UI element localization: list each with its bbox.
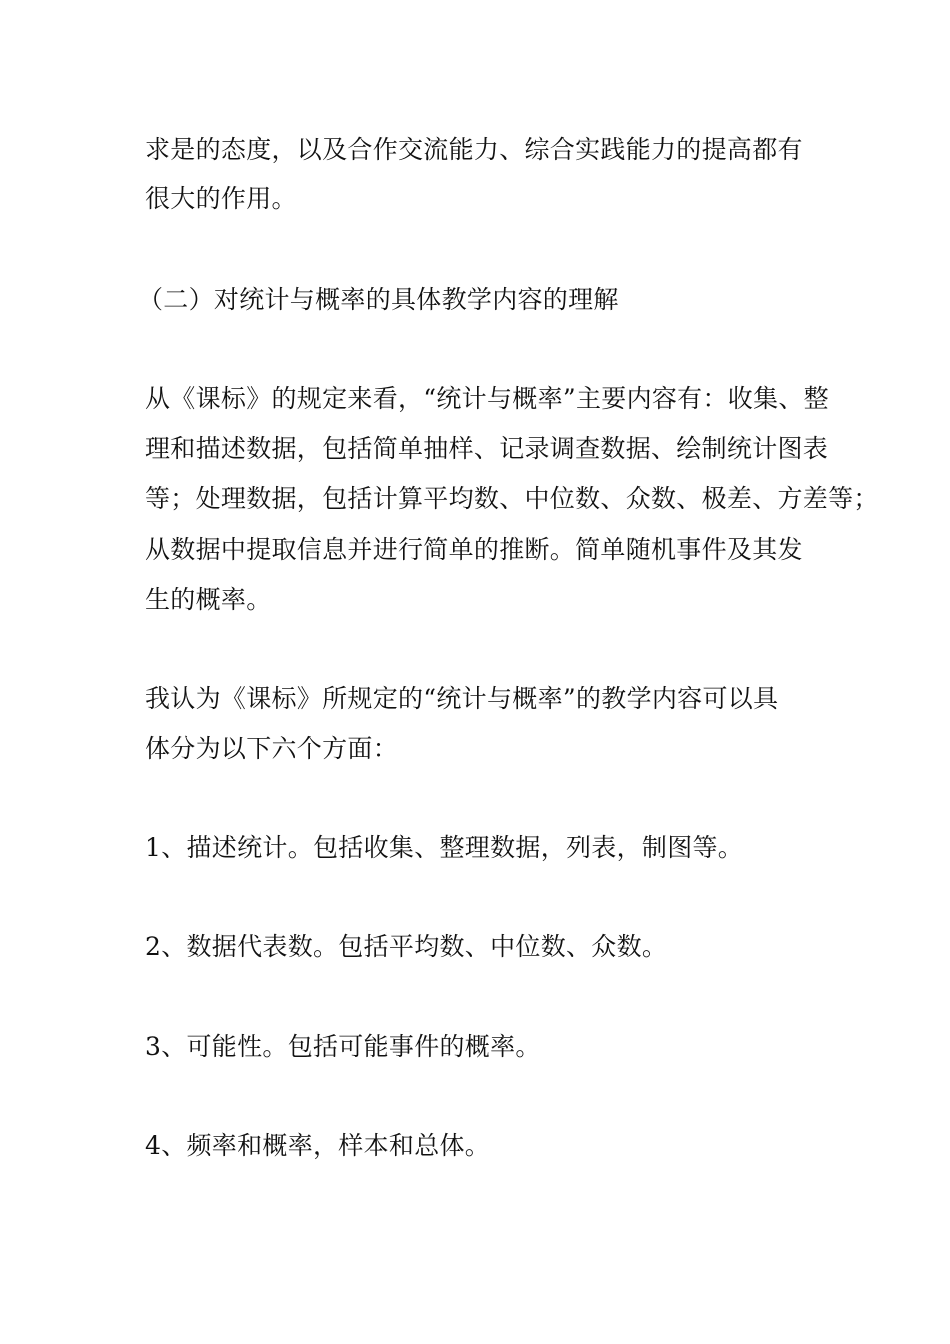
paragraph-3-line-2: 体分为以下六个方面：: [145, 734, 399, 763]
paragraph-2-line-5: 生的概率。: [145, 585, 272, 614]
paragraph-3-line-1: 我认为《课标》所规定的“统计与概率”的教学内容可以具: [145, 684, 779, 713]
list-item-1: 1、描述统计。包括收集、整理数据，列表，制图等。: [145, 833, 744, 862]
paragraph-2-line-1: 从《课标》的规定来看，“统计与概率”主要内容有：收集、整: [145, 384, 829, 413]
list-item-2: 2、数据代表数。包括平均数、中位数、众数。: [145, 932, 668, 961]
section-heading: （二）对统计与概率的具体教学内容的理解: [138, 285, 619, 314]
paragraph-1-line-1: 求是的态度，以及合作交流能力、综合实践能力的提高都有: [145, 135, 803, 164]
paragraph-1-line-2: 很大的作用。: [145, 184, 297, 213]
paragraph-2-line-4: 从数据中提取信息并进行简单的推断。简单随机事件及其发: [145, 535, 803, 564]
paragraph-2-line-2: 理和描述数据，包括简单抽样、记录调查数据、绘制统计图表: [145, 434, 829, 463]
list-item-3: 3、可能性。包括可能事件的概率。: [145, 1032, 541, 1061]
paragraph-2-line-3: 等；处理数据，包括计算平均数、中位数、众数、极差、方差等；: [145, 484, 879, 513]
list-item-4: 4、频率和概率，样本和总体。: [145, 1131, 491, 1160]
